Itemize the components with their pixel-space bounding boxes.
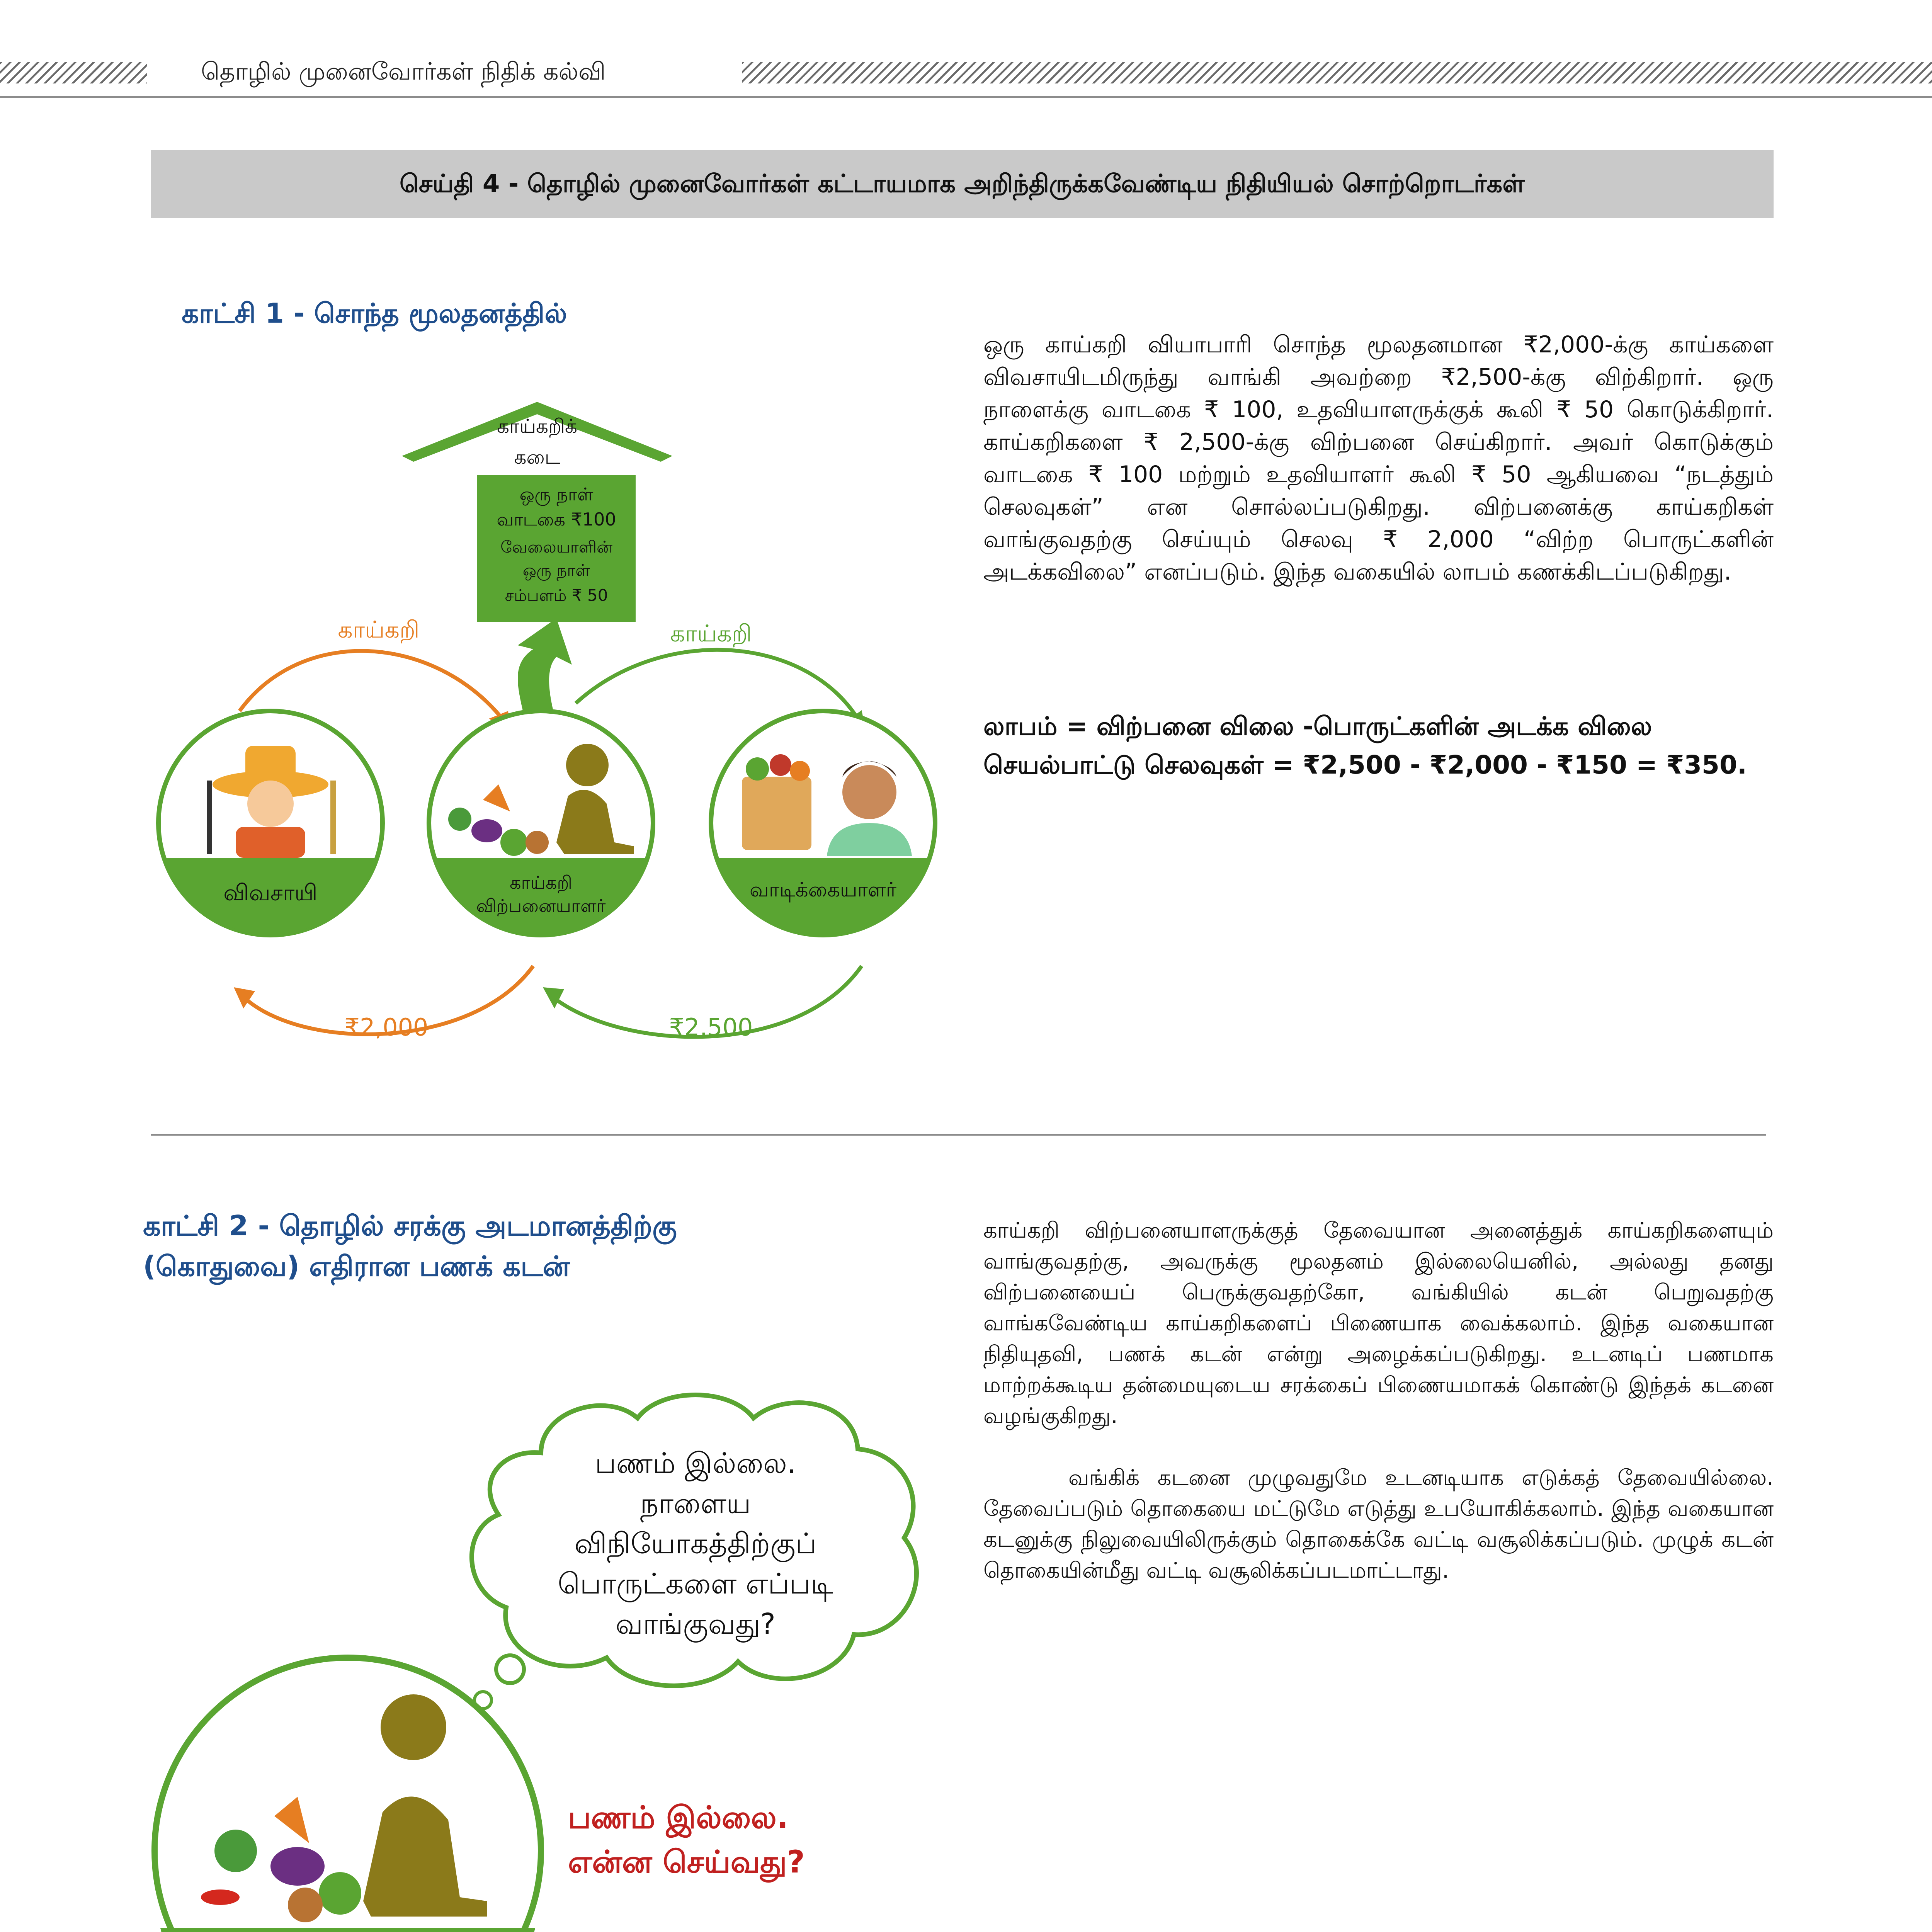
shop-info-5: சம்பளம் ₹ 50 <box>505 586 608 605</box>
header-hatch-right <box>742 62 1932 83</box>
section-banner: செய்தி 4 - தொழில் முனைவோர்கள் கட்டாயமாக அறிந்திருக்கவேண்டிய நிதியியல் சொற்றொடர்கள் <box>151 150 1774 218</box>
profit-formula-line2: செயல்பாட்டு செலவுகள் = ₹2,500 - ₹2,000 - ₹150 = ₹350. <box>983 750 1747 780</box>
arc-produce-right <box>576 650 858 719</box>
thought-line-3: விநியோகத்திற்குப் <box>574 1527 817 1560</box>
seller-circle <box>429 711 653 935</box>
shop-info-2: வாடகை ₹100 <box>497 509 616 530</box>
section-divider <box>151 1134 1766 1136</box>
farmer-label: விவசாயி <box>223 879 318 906</box>
header-hatch-left <box>0 62 147 83</box>
thought-line-2: நாளைய <box>640 1487 751 1520</box>
arc-produce-left <box>240 651 502 719</box>
up-arrow-icon <box>518 618 572 723</box>
shop-info-4: ஒரு நாள் <box>522 561 590 580</box>
arc-money-right-head <box>543 987 564 1009</box>
scene1-paragraph: ஒரு காய்கறி வியாபாரி சொந்த மூலதனமான ₹2,000-க்கு காய்களை விவசாயிடமிருந்து வாங்கி அவற்றை ₹2,500-க்கு விற்கிறார். ஒரு நாளைக்கு வாடகை ₹ 100, உதவியாளருக்குக் கூலி ₹ 50 கொடுக்கிறார். காய்கறிகளை ₹ 2,500-க்கு விற்பனை செய்கிறார். அவர் கொடுக்கும் வாடகை ₹ 100 மற்றும் உதவியாளர் கூலி ₹ 50 ஆகியவை “நடத்தும் செலவுகள்” என சொல்லப்படுகிறது. விற்பனைக்கு காய்கறிகள் வாங்குவதற்கு செய்யும் செலவு ₹ 2,000 “விற்ற பொருட்களின் அடக்கவிலை” எனப்படும். இந்த வகையில் லாபம் கணக்கிடப்படுகிறது. <box>983 331 1774 585</box>
question-line-1: பணம் இல்லை. <box>568 1799 789 1835</box>
thought-line-4: பொருட்களை எப்படி <box>558 1567 833 1600</box>
shop-info-1: ஒரு நாள் <box>519 484 594 505</box>
thought-line-5: வாங்குவது? <box>616 1607 776 1641</box>
question-line-2: என்ன செய்வது? <box>568 1844 805 1880</box>
shop-name-1: காய்கறிக் <box>497 415 577 437</box>
payment-left: ₹2,000 <box>344 1013 429 1041</box>
scene2-heading-line2: (கொதுவை) எதிரான பணக் கடன் <box>143 1250 570 1282</box>
thought-text <box>502 1443 889 1644</box>
shop-name-2: கடை <box>514 446 560 468</box>
running-title: தொழில் முனைவோர்கள் நிதிக் கல்வி <box>201 57 606 85</box>
header-rule <box>0 96 1932 98</box>
scene1-heading: காட்சி 1 - சொந்த மூலதனத்தில் <box>182 298 567 329</box>
scene2-heading-line1: காட்சி 2 - தொழில் சரக்கு அடமானத்திற்கு <box>143 1209 677 1242</box>
scene2-paragraph-2: வங்கிக் கடனை முழுவதுமே உடனடியாக எடுக்கத் தேவையில்லை. தேவைப்படும் தொகையை மட்டுமே எடுத்து உபயோகிக்கலாம். இந்த வகையான கடனுக்கு நிலுவையிலிருக்கும் தொகைக்கே வட்டி வசூலிக்கப்படும். முழுக் கடன் தொகையின்மீது வட்டி வசூலிக்கப்படமாட்டாது. <box>983 1465 1774 1583</box>
arc-label-right: காய்கறி <box>670 620 752 647</box>
seller-big-circle <box>147 1650 549 1932</box>
seller-label-1: காய்கறி <box>510 872 572 893</box>
scene2-paragraph-1: காய்கறி விற்பனையாளருக்குத் தேவையான அனைத்துக் காய்கறிகளையும் வாங்குவதற்கு, அவருக்கு மூலதனம் இல்லையெனில், அல்லது தனது விற்பனையைப் பெருக்குவதற்கோ, வங்கியில் கடன் பெறுவதற்கு வாங்கவேண்டிய காய்கறிகளைப் பிணையாக வைக்கலாம். இந்த வகையான நிதியுதவி, பணக் கடன் என்று அழைக்கப்படுகிறது. உடனடிப் பணமாக மாற்றக்கூடிய தன்மையுடைய சரக்கைப் பிணையமாகக் கொண்டு இந்தக் கடனை வழங்குகிறது. <box>983 1218 1774 1429</box>
profit-formula-line1: லாபம் = விற்பனை விலை -பொருட்களின் அடக்க விலை <box>983 711 1652 741</box>
seller-label-2: விற்பனையாளர் <box>476 895 606 916</box>
customer-circle <box>711 711 935 935</box>
thought-line-1: பணம் இல்லை. <box>595 1447 796 1480</box>
arc-label-left: காய்கறி <box>338 616 420 643</box>
scene1-diagram <box>139 386 989 1082</box>
shop-info-3: வேலையாளின் <box>500 537 612 556</box>
payment-right: ₹2,500 <box>669 1013 753 1041</box>
customer-label: வாடிக்கையாளர் <box>750 878 896 901</box>
farmer-circle <box>158 711 383 935</box>
